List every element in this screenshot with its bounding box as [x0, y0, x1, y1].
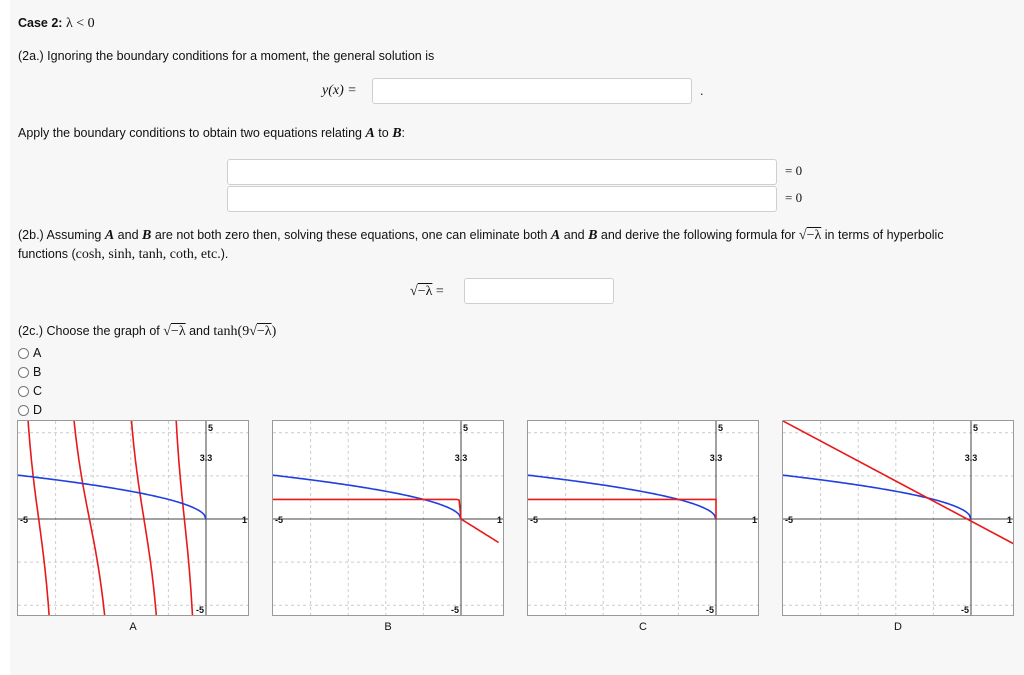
x-min-label: -5	[530, 515, 539, 525]
apply-bc-colon: :	[401, 126, 406, 140]
var-b: B	[392, 126, 402, 141]
p2b-sqrt-radicand: −λ	[806, 228, 822, 243]
radio-d[interactable]	[18, 405, 29, 416]
formula-sqrt-radicand: −λ	[417, 284, 433, 299]
general-solution-period: .	[700, 84, 704, 98]
part-2c-label	[18, 323, 276, 340]
graph-d-caption: D	[894, 621, 902, 633]
p2b-and: and	[114, 228, 142, 242]
option-d[interactable]	[18, 402, 42, 418]
y-max-label: 5	[463, 423, 469, 433]
graph-a	[17, 420, 249, 616]
p2b-sqrt: √−λ	[798, 228, 822, 243]
graph-a-caption: A	[129, 621, 137, 633]
x-min-label: -5	[785, 515, 794, 525]
p2c-sqrt2: √−λ	[249, 324, 272, 339]
case-title	[18, 15, 95, 32]
p2b-var-a: A	[104, 228, 115, 243]
radio-a[interactable]	[18, 348, 29, 359]
bc-equation-2-rhs: = 0	[785, 190, 803, 205]
p2b-and2: and	[560, 228, 589, 242]
y-max-label: 5	[718, 423, 724, 433]
x-max-label: 1	[1007, 515, 1013, 525]
radio-b[interactable]	[18, 367, 29, 378]
graph-c-caption: C	[639, 621, 647, 633]
bc-equation-1-rhs: = 0	[785, 163, 803, 178]
option-a-label: A	[33, 346, 42, 360]
general-solution-lhs: y(x) =	[322, 83, 357, 98]
option-c[interactable]	[18, 383, 42, 399]
p2c-sqrt2-radicand: −λ	[256, 324, 272, 339]
graph-a-svg	[18, 421, 249, 616]
var-a: A	[365, 126, 375, 141]
p2b-line2-post: ).	[220, 247, 229, 261]
option-d-label: D	[33, 403, 43, 417]
radio-c[interactable]	[18, 386, 29, 397]
sqrt-formula-input[interactable]	[464, 278, 614, 304]
bc-equation-1-input[interactable]	[227, 159, 777, 185]
y-min-label: -5	[450, 605, 459, 615]
option-c-label: C	[33, 384, 43, 398]
mark-label: 3.3	[454, 453, 468, 463]
x-min-label: -5	[20, 515, 29, 525]
x-max-label: 1	[752, 515, 758, 525]
sqrt-curve	[18, 475, 206, 519]
apply-bc-text	[18, 125, 405, 142]
option-b-label: B	[33, 365, 42, 379]
sqrt-curve	[273, 475, 461, 519]
apply-bc-to: to	[374, 126, 393, 140]
graph-b	[272, 420, 504, 616]
p2b-end: in terms of hyperbolic	[821, 228, 944, 242]
p2b-line2-pre: functions (	[18, 247, 76, 261]
case-condition: λ < 0	[65, 16, 95, 31]
x-max-label: 1	[242, 515, 248, 525]
y-min-label: -5	[705, 605, 714, 615]
formula-sqrt: √−λ	[410, 284, 433, 299]
p2b-post: and derive the following formula for	[597, 228, 799, 242]
x-min-label: -5	[275, 515, 284, 525]
bc-equation-2-input[interactable]	[227, 186, 777, 212]
mark-label: 3.3	[709, 453, 723, 463]
p2c-sqrt1-radicand: −λ	[170, 324, 186, 339]
mark-label: 3.3	[199, 453, 213, 463]
tanh-curve	[783, 421, 1014, 544]
p2b-var-a2: A	[550, 228, 561, 243]
p2c-and: and	[185, 324, 214, 338]
p2b-pre: (2b.) Assuming	[18, 228, 105, 242]
y-max-label: 5	[973, 423, 979, 433]
part-2b-line2	[18, 246, 228, 263]
p2b-var-b: B	[142, 228, 152, 243]
problem-page	[10, 0, 1024, 675]
p2c-tanh: tanh	[213, 324, 238, 339]
p2c-sqrt1: √−λ	[163, 324, 186, 339]
graph-d	[782, 420, 1014, 616]
graph-c	[527, 420, 759, 616]
mark-label: 3.3	[964, 453, 978, 463]
p2c-close: )	[271, 324, 277, 339]
option-b[interactable]	[18, 364, 41, 380]
p2b-funcs: cosh, sinh, tanh, coth, etc.	[75, 247, 221, 262]
part-2a-label: (2a.) Ignoring the boundary conditions for a moment, the general solution is	[18, 49, 435, 63]
y-min-label: -5	[960, 605, 969, 615]
general-solution-input[interactable]	[372, 78, 692, 104]
graph-b-caption: B	[384, 621, 392, 633]
sqrt-formula-lhs	[410, 283, 444, 300]
sqrt-curve	[528, 475, 716, 519]
apply-bc-pre: Apply the boundary conditions to obtain two equations relating	[18, 126, 366, 140]
p2c-pre: (2c.) Choose the graph of	[18, 324, 164, 338]
case-title-text: Case 2:	[18, 16, 63, 30]
graph-d-svg	[783, 421, 1014, 616]
graph-c-svg	[528, 421, 759, 616]
graph-b-svg	[273, 421, 504, 616]
p2b-var-b2: B	[588, 228, 598, 243]
p2b-mid: are not both zero then, solving these equations, one can eliminate both	[151, 228, 551, 242]
y-max-label: 5	[208, 423, 214, 433]
p2c-nine: (9	[237, 324, 250, 339]
part-2b-line1	[18, 227, 944, 244]
option-a[interactable]	[18, 345, 41, 361]
sqrt-curve	[783, 475, 971, 519]
y-min-label: -5	[195, 605, 204, 615]
formula-eq: =	[432, 284, 444, 299]
x-max-label: 1	[497, 515, 503, 525]
